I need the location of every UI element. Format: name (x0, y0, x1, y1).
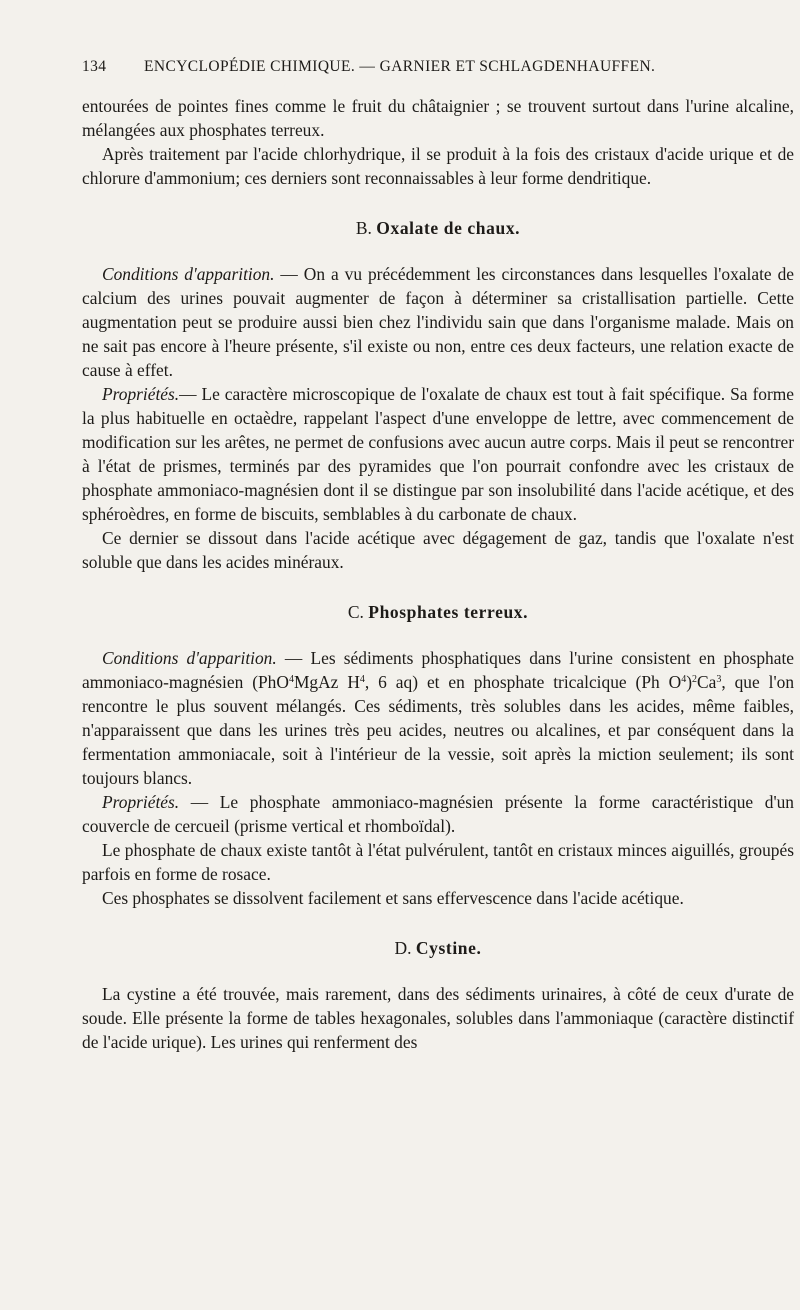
formula-superscript: 2 (692, 674, 697, 685)
formula-superscript: 4 (681, 674, 687, 685)
section-c-title: Phosphates terreux. (368, 602, 529, 622)
page-number: 134 (82, 58, 107, 75)
spacer (82, 574, 794, 600)
section-d-paragraph-1: La cystine a été trouvée, mais rarement, dans des sédiments urinaires, à côté de ceux d'urate de soude. Elle présente la forme de tables hexagonales, solubles dans l'ammoniaque (caractère distinctif de l'acide urique). Les urines qui renferment des (82, 984, 794, 1052)
formula-superscript: 4 (288, 674, 294, 685)
section-c-heading (82, 600, 794, 624)
section-c-properties-label: Propriétés. (102, 792, 180, 812)
spacer (82, 240, 794, 262)
section-b-properties (82, 382, 794, 526)
spacer (82, 910, 794, 936)
formula-text: — Les sédiments phosphatiques dans l'urine consistent en phosphate ammoniaco-magnésien (PhO (82, 648, 795, 692)
section-d-letter: D. (394, 938, 412, 958)
section-b-title: Oxalate de chaux. (376, 218, 521, 238)
spacer (82, 624, 794, 646)
section-b-properties-label: Propriétés. (102, 384, 180, 404)
section-b-letter: B. (355, 218, 372, 238)
section-c-letter: C. (347, 602, 364, 622)
formula-text: ) (686, 672, 692, 692)
section-b-heading (82, 216, 794, 240)
formula-superscript: 4 (359, 674, 365, 685)
section-d-heading (82, 936, 794, 960)
formula-text: , 6 aq) et en phosphate tricalcique (Ph O (364, 672, 682, 692)
intro-paragraph-1: entourées de pointes fines comme le fruit du châtaignier ; se trouvent surtout dans l'urine alcaline, mélangées aux phosphates terreux. (82, 96, 794, 140)
section-b-properties-text: — Le caractère microscopique de l'oxalate de chaux est tout à fait spécifique. Sa forme la plus habituelle en octaèdre, rappelant l'aspect d'une enveloppe de lettre, avec commencement de modification sur les arêtes, ne permet de confusions avec aucun autre corps. Mais il peut se rencontrer à l'état de prismes, terminés par des pyramides que l'on pourrait confondre avec les cristaux de phosphate ammoniaco-magnésien dont il se distingue par son insolubilité dans l'acide acétique, et des sphéroèdres, en forme de biscuits, semblables à du carbonate de chaux. (82, 384, 794, 524)
formula-text: Ca (697, 672, 717, 692)
section-b-conditions (82, 262, 794, 382)
formula-text: MgAz H (293, 672, 360, 692)
section-c-paragraph-4: Ces phosphates se dissolvent facilement et sans effervescence dans l'acide acétique. (102, 888, 684, 908)
intro-paragraph-2: Après traitement par l'acide chlorhydrique, il se produit à la fois des cristaux d'acide urique et de chlorure d'ammonium; ces derniers sont reconnaissables à leur forme dendritique. (82, 144, 794, 188)
running-title: ENCYCLOPÉDIE CHIMIQUE. — GARNIER ET SCHLAGDENHAUFFEN. (144, 58, 656, 75)
section-c-conditions (82, 646, 794, 790)
section-c-paragraph-3: Le phosphate de chaux existe tantôt à l'état pulvérulent, tantôt en cristaux minces aiguillés, groupés parfois en forme de rosace. (82, 840, 794, 884)
section-b-conditions-text: — On a vu précédemment les circonstances dans lesquelles l'oxalate de calcium des urines pouvait augmenter de façon à déterminer sa cristallisation partielle. Cette augmentation peut se produire aussi bien chez l'individu sain que dans l'organisme malade. Mais on ne sait pas encore à l'heure présente, s'il existe ou non, entre ces deux facteurs, une relation exacte de cause à effet. (82, 264, 794, 380)
section-c-properties (82, 790, 794, 838)
section-c-conditions-label: Conditions d'apparition. (102, 648, 277, 668)
section-c-conditions-text: , que l'on rencontre le plus souvent mélangés. Ces sédiments, très solubles dans les acides, même faibles, n'apparaissent que dans les urines très peu acides, neutres ou alcalines, et par conséquent dans la fermentation ammoniacale, soit à l'intérieur de la vessie, soit après la miction seulement; ils sont toujours blancs. (82, 672, 795, 788)
spacer (82, 960, 794, 982)
page-body (82, 94, 794, 1054)
section-d-title: Cystine. (415, 938, 482, 958)
section-b-paragraph-3: Ce dernier se dissout dans l'acide acétique avec dégagement de gaz, tandis que l'oxalate n'est soluble que dans les acides minéraux. (82, 528, 794, 572)
running-header (82, 58, 722, 76)
section-b-conditions-label: Conditions d'apparition. (102, 264, 275, 284)
section-c-properties-text: — Le phosphate ammoniaco-magnésien présente la forme caractéristique d'un couvercle de cercueil (prisme vertical et rhomboïdal). (82, 792, 794, 836)
spacer (82, 190, 794, 216)
formula-superscript: 3 (716, 674, 722, 685)
